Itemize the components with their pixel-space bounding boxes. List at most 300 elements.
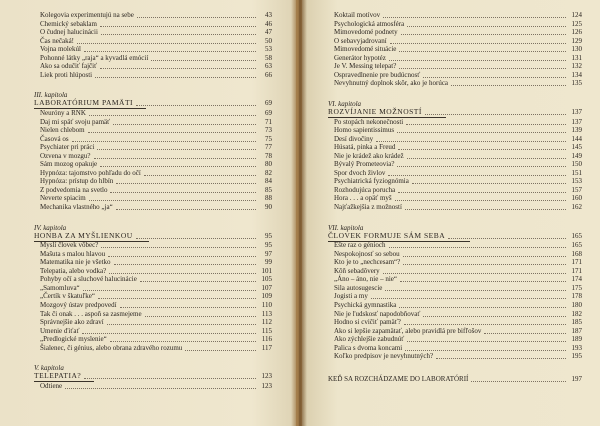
dot-leader <box>451 84 566 86</box>
chapter-label: VI. kapitola <box>328 99 362 108</box>
entry-page-number: 144 <box>571 134 582 143</box>
entry-page-number: 125 <box>571 19 582 28</box>
dot-leader <box>116 208 256 210</box>
entry-page-number: 189 <box>571 335 582 344</box>
entry-title: Hodno si cvičiť pamäť? <box>334 318 401 327</box>
dot-leader <box>407 340 566 342</box>
entry-title: Je V. Messing telepat? <box>334 62 397 71</box>
dot-leader <box>136 104 256 106</box>
entry-title: „Samomluva“ <box>40 283 80 292</box>
entry-page-number: 126 <box>571 28 582 37</box>
entry-title: Umenie ďiťať <box>40 326 80 335</box>
chapter-label: V. kapitola <box>34 364 64 373</box>
toc-entry <box>40 310 272 318</box>
entry-title: Koľko predpisov je nevyhnutných? <box>334 352 434 361</box>
entry-page-number: 160 <box>571 194 582 203</box>
toc-entry <box>334 241 582 249</box>
entry-title: Hypnóza: prístup do hlbín <box>40 177 114 186</box>
toc-entry <box>34 99 272 107</box>
dot-leader <box>144 174 256 176</box>
dot-leader <box>398 148 566 150</box>
dot-leader <box>113 123 256 125</box>
toc-entry <box>40 54 272 62</box>
entry-title: Z podvedomia na svetlo <box>40 185 108 194</box>
toc-entry <box>334 186 582 194</box>
entry-page-number: 105 <box>261 275 272 284</box>
dot-leader <box>145 315 256 317</box>
dot-leader <box>403 263 566 265</box>
toc-entry <box>40 11 272 19</box>
dot-leader <box>401 33 566 35</box>
entry-page-number: 117 <box>261 343 272 352</box>
entry-title: „Predlogické myslenie“ <box>40 335 107 344</box>
toc-entry <box>40 318 272 326</box>
entry-page-number: 43 <box>265 11 272 19</box>
entry-page-number: 187 <box>571 326 582 335</box>
dot-leader <box>151 59 256 61</box>
toc-entry <box>40 126 272 134</box>
toc-entry <box>40 118 272 126</box>
dot-leader <box>100 25 256 27</box>
dot-leader <box>405 349 566 351</box>
chapter-heading: ROZVÍJANIE MOŽNOSTÍ <box>328 106 422 116</box>
entry-page-number: 134 <box>571 70 582 79</box>
entry-title: Homo sapientissimus <box>334 126 395 135</box>
toc-entry <box>40 20 272 28</box>
toc-entry <box>40 143 272 151</box>
dot-leader <box>399 50 566 52</box>
entry-title: Šialenec, či génius, alebo obrana zdravého rozumu <box>40 343 183 352</box>
dot-leader <box>98 297 256 299</box>
toc-entry <box>40 37 272 45</box>
toc-entry <box>334 275 582 283</box>
entry-title: Myslí človek vôbec? <box>40 241 99 250</box>
dot-leader <box>407 157 566 159</box>
dot-leader <box>390 42 566 44</box>
entry-title: Psychiatrická fyziognómia <box>334 177 409 186</box>
dot-leader <box>110 191 256 193</box>
entry-page-number: 165 <box>571 231 582 240</box>
entry-page-number: 46 <box>265 19 272 28</box>
entry-title: „Áno – áno, nie – nie“ <box>334 275 397 284</box>
entry-title: Vojna molekúl <box>40 45 81 54</box>
entry-page-number: 84 <box>265 177 272 186</box>
entry-page-number: 150 <box>571 160 582 169</box>
toc-entry <box>334 194 582 202</box>
entry-page-number: 162 <box>571 203 582 211</box>
toc-entry <box>40 169 272 177</box>
toc-entry <box>40 194 272 202</box>
entry-title: Koktail motívov <box>334 11 381 19</box>
entry-page-number: 112 <box>261 318 272 327</box>
entry-title: Nielen chlebom <box>40 126 85 135</box>
entry-title: Čas nečaká! <box>40 36 75 45</box>
dot-leader <box>100 165 256 167</box>
entry-title: Jogisti a my <box>334 292 368 301</box>
dot-leader <box>471 380 566 382</box>
entry-page-number: 116 <box>261 335 272 344</box>
entry-title: Daj mi späť svoju pamäť <box>40 117 111 126</box>
chapter-label: IV. kapitola <box>34 223 67 232</box>
toc-entry <box>334 160 582 168</box>
dot-leader <box>448 237 566 239</box>
toc-entry <box>334 20 582 28</box>
dot-leader <box>484 332 566 334</box>
toc-entry <box>40 203 272 211</box>
entry-title: Hypnóza: tajomstvo pohľadu do očí <box>40 168 141 177</box>
toc-entry <box>40 71 272 79</box>
entry-page-number: 95 <box>265 231 272 240</box>
toc-entry <box>334 258 582 266</box>
dot-leader <box>425 113 566 115</box>
left-page <box>0 0 296 426</box>
dot-leader <box>412 182 566 184</box>
toc-entry <box>40 241 272 249</box>
entry-page-number: 97 <box>265 249 272 258</box>
entry-page-number: 195 <box>571 352 582 361</box>
toc-entry <box>40 45 272 53</box>
dot-leader <box>84 377 256 379</box>
entry-page-number: 171 <box>571 266 582 275</box>
entry-title: Kôň sebadôvery <box>334 266 380 275</box>
entry-page-number: 47 <box>265 28 272 37</box>
entry-title: Nie je krádež ako krádež <box>334 151 404 160</box>
entry-title: Telepatia, alebo vodka? <box>40 266 107 275</box>
toc-entry <box>40 267 272 275</box>
dot-leader <box>398 191 566 193</box>
toc-entry <box>40 186 272 194</box>
entry-page-number: 137 <box>571 107 582 116</box>
entry-page-number: 197 <box>571 374 582 383</box>
entry-page-number: 50 <box>265 36 272 45</box>
dot-leader <box>101 33 256 35</box>
dot-leader <box>77 42 256 44</box>
entry-title: Desí divočiny <box>334 134 374 143</box>
toc-entry <box>334 177 582 185</box>
toc-entry <box>40 382 272 390</box>
entry-page-number: 113 <box>261 309 272 318</box>
entry-page-number: 110 <box>261 300 272 309</box>
entry-title: Ako sa odučiť fajčiť <box>40 62 98 71</box>
entry-page-number: 129 <box>571 36 582 45</box>
dot-leader <box>110 340 256 342</box>
dot-leader <box>383 16 566 18</box>
entry-title: Mechanika vlastného „ja“ <box>40 203 113 211</box>
toc-entry <box>40 177 272 185</box>
toc-entry <box>334 169 582 177</box>
dot-leader <box>397 131 566 133</box>
dot-leader <box>100 67 256 69</box>
toc-entry <box>334 11 582 19</box>
toc-entry <box>40 301 272 309</box>
entry-page-number: 193 <box>571 343 582 352</box>
entry-title: Matematika nie je všetko <box>40 258 111 267</box>
entry-title: Ospravedlnenie pre budúcnosť <box>334 70 421 79</box>
entry-title: Pohyby očí a sluchové halucinácie <box>40 275 137 284</box>
entry-title: Tak či onak . . . aspoň sa zasmejeme <box>40 309 142 318</box>
dot-leader <box>400 280 566 282</box>
entry-page-number: 123 <box>261 372 272 381</box>
entry-page-number: 151 <box>571 168 582 177</box>
entry-page-number: 123 <box>261 381 272 390</box>
toc-entry <box>40 62 272 70</box>
entry-title: KEĎ SA ROZCHÁDZAME DO LABORATÓRIÍ <box>328 374 469 383</box>
book-gutter <box>291 0 307 426</box>
entry-page-number: 66 <box>265 70 272 79</box>
entry-page-number: 82 <box>265 168 272 177</box>
entry-page-number: 153 <box>571 177 582 186</box>
toc-entry <box>334 310 582 318</box>
dot-leader <box>136 237 256 239</box>
entry-title: Hora . . . a opäť myš <box>334 194 392 203</box>
entry-title: Ozvena v mozgu? <box>40 151 91 160</box>
entry-title: Kto je to „nechcesam“? <box>334 258 401 267</box>
entry-page-number: 182 <box>571 309 582 318</box>
entry-page-number: 157 <box>571 185 582 194</box>
entry-title: Nespokojnosť so sebou <box>334 249 400 258</box>
dot-leader <box>89 199 256 201</box>
entry-title: Húsatá, pinka a Freud <box>334 143 396 152</box>
toc-entry <box>40 344 272 352</box>
toc-entry <box>328 232 582 240</box>
dot-leader <box>101 246 256 248</box>
entry-page-number: 90 <box>265 203 272 211</box>
toc-entry <box>40 109 272 117</box>
entry-page-number: 107 <box>261 283 272 292</box>
dot-leader <box>376 140 566 142</box>
entry-page-number: 145 <box>571 143 582 152</box>
toc-entry <box>334 318 582 326</box>
dot-leader <box>397 165 566 167</box>
toc-entry <box>334 301 582 309</box>
toc-entry <box>334 54 582 62</box>
entry-title: Ešte raz o génioch <box>334 241 386 250</box>
entry-page-number: 137 <box>571 117 582 126</box>
chapter-heading: ČLOVEK FORMUJE SÁM SEBA <box>328 230 446 240</box>
dot-leader <box>65 387 256 389</box>
entry-page-number: 168 <box>571 249 582 258</box>
toc-entry <box>40 28 272 36</box>
dot-leader <box>108 255 256 257</box>
dot-leader <box>83 289 256 291</box>
entry-title: Liek proti hlúposti <box>40 70 93 79</box>
entry-page-number: 69 <box>265 108 272 117</box>
dot-leader <box>399 67 566 69</box>
dot-leader <box>389 59 566 61</box>
entry-page-number: 174 <box>571 275 582 284</box>
toc-entry <box>40 135 272 143</box>
entry-title: O čudnej halucinácii <box>40 28 98 37</box>
toc-entry <box>34 372 272 380</box>
dot-leader <box>423 76 566 78</box>
entry-page-number: 175 <box>571 283 582 292</box>
dot-leader <box>140 280 256 282</box>
toc-entry <box>334 79 582 87</box>
dot-leader <box>89 114 256 116</box>
toc-entry <box>334 267 582 275</box>
entry-title: Sám mozog opakuje <box>40 160 98 169</box>
chapter-label: VII. kapitola <box>328 223 364 232</box>
entry-title: Po stopách nekonečnosti <box>334 117 404 126</box>
toc-entry <box>334 335 582 343</box>
toc-entry <box>334 126 582 134</box>
dot-leader <box>403 255 566 257</box>
dot-leader <box>383 272 566 274</box>
entry-page-number: 95 <box>265 241 272 250</box>
entry-title: Nevyhnutný doplnok skôr, ako je horúca <box>334 79 449 88</box>
toc-entry <box>334 203 582 211</box>
dot-leader <box>72 140 256 142</box>
entry-title: Psychická gymnastika <box>334 300 397 309</box>
entry-page-number: 124 <box>571 11 582 19</box>
dot-leader <box>371 297 566 299</box>
entry-page-number: 131 <box>571 53 582 62</box>
entry-page-number: 139 <box>571 126 582 135</box>
dot-leader <box>97 148 256 150</box>
toc-entry <box>334 327 582 335</box>
dot-leader <box>94 157 256 159</box>
toc-entry <box>40 258 272 266</box>
entry-title: Chemický sebaklam <box>40 19 97 28</box>
entry-page-number: 88 <box>265 194 272 203</box>
entry-title: Ako si lepšie zapamätať, alebo pravidlá pre bifľošov <box>334 326 482 335</box>
dot-leader <box>120 306 256 308</box>
dot-leader <box>399 306 566 308</box>
entry-page-number: 135 <box>571 79 582 88</box>
dot-leader <box>436 357 566 359</box>
toc-entry <box>334 37 582 45</box>
dot-leader <box>388 174 566 176</box>
dot-leader <box>404 323 566 325</box>
dot-leader <box>423 315 566 317</box>
entry-page-number: 180 <box>571 300 582 309</box>
entry-page-number: 75 <box>265 134 272 143</box>
entry-title: Kolegovia experimentujú na sebe <box>40 11 134 19</box>
entry-title: Správnejšie ako zdraví <box>40 318 104 327</box>
toc-entry <box>334 152 582 160</box>
entry-page-number: 109 <box>261 292 272 301</box>
entry-page-number: 73 <box>265 126 272 135</box>
toc-entry <box>40 292 272 300</box>
entry-page-number: 165 <box>571 241 582 250</box>
entry-page-number: 185 <box>571 318 582 327</box>
entry-title: O sebavyjadrovaní <box>334 36 387 45</box>
toc-entry <box>334 118 582 126</box>
entry-page-number: 85 <box>265 185 272 194</box>
entry-title: Pohonné látky „raja“ a kyvadlá emócií <box>40 53 149 62</box>
right-page <box>302 0 600 426</box>
chapter-heading: HONBA ZA MYŠLIENKOU <box>34 230 133 240</box>
dot-leader <box>82 332 256 334</box>
dot-leader <box>405 208 566 210</box>
entry-page-number: 99 <box>265 258 272 267</box>
entry-title: Ako zýchlejšie zabudnúť <box>334 335 405 344</box>
entry-title: Rozhodujúca porucha <box>334 185 396 194</box>
entry-page-number: 130 <box>571 45 582 54</box>
chapter-heading: LABORATÓRIUM PAMÄTI <box>34 98 134 108</box>
dot-leader <box>185 349 256 351</box>
dot-leader <box>84 50 256 52</box>
entry-title: Mašuta s malou hlavou <box>40 249 106 258</box>
entry-title: Najťažkejšia z možností <box>334 203 402 211</box>
entry-title: Spor dvoch živlov <box>334 168 386 177</box>
entry-page-number: 53 <box>265 45 272 54</box>
entry-page-number: 78 <box>265 151 272 160</box>
entry-title: Neuróny a RNK <box>40 108 86 117</box>
toc-entry <box>40 160 272 168</box>
toc-entry <box>334 143 582 151</box>
entry-title: Palica s dvoma koncami <box>334 343 403 352</box>
chapter-heading: TELEPATIA? <box>34 371 82 381</box>
toc-entry <box>334 62 582 70</box>
entry-page-number: 101 <box>261 266 272 275</box>
dot-leader <box>107 323 256 325</box>
toc-entry <box>40 284 272 292</box>
entry-page-number: 178 <box>571 292 582 301</box>
toc-entry <box>328 108 582 116</box>
toc-entry <box>334 250 582 258</box>
dot-leader <box>389 246 566 248</box>
dot-leader <box>116 182 256 184</box>
dot-leader <box>95 76 256 78</box>
entry-title: Bývalý Prometeovia? <box>334 160 395 169</box>
dot-leader <box>385 289 566 291</box>
entry-page-number: 149 <box>571 151 582 160</box>
entry-title: Psychiater pri práci <box>40 143 95 152</box>
entry-title: Sila autosugescie <box>334 283 383 292</box>
entry-title: Mozgový ústav predpovedí <box>40 300 117 309</box>
chapter-label: III. kapitola <box>34 91 68 100</box>
toc-entry <box>334 284 582 292</box>
toc-entry <box>328 375 582 383</box>
entry-page-number: 132 <box>571 62 582 71</box>
entry-page-number: 69 <box>265 99 272 108</box>
toc-entry <box>40 152 272 160</box>
dot-leader <box>109 272 256 274</box>
entry-title: Neverte spiacim <box>40 194 86 203</box>
entry-title: „Čertík v škatuľke“ <box>40 292 95 301</box>
toc-entry <box>334 28 582 36</box>
entry-title: Generátor hypotéz <box>334 53 386 62</box>
entry-title: Psychologická atmosféra <box>334 19 405 28</box>
entry-page-number: 115 <box>261 326 272 335</box>
dot-leader <box>88 131 256 133</box>
dot-leader <box>407 25 566 27</box>
toc-entry <box>334 352 582 360</box>
entry-page-number: 77 <box>265 143 272 152</box>
entry-title: Mimovedomé podnety <box>334 28 398 37</box>
entry-page-number: 80 <box>265 160 272 169</box>
toc-entry <box>40 275 272 283</box>
toc-entry <box>40 335 272 343</box>
toc-entry <box>40 327 272 335</box>
entry-page-number: 63 <box>265 62 272 71</box>
entry-title: Nie je ľudskosť napodobňovať <box>334 309 421 318</box>
toc-entry <box>334 45 582 53</box>
toc-entry <box>40 250 272 258</box>
dot-leader <box>395 199 566 201</box>
entry-title: Mimovedomé situácie <box>334 45 397 54</box>
dot-leader <box>137 16 256 18</box>
dot-leader <box>406 123 566 125</box>
toc-entry <box>34 232 272 240</box>
entry-page-number: 71 <box>265 117 272 126</box>
toc-entry <box>334 292 582 300</box>
entry-title: Časová os <box>40 134 69 143</box>
toc-entry <box>334 344 582 352</box>
dot-leader <box>114 263 256 265</box>
toc-entry <box>334 135 582 143</box>
